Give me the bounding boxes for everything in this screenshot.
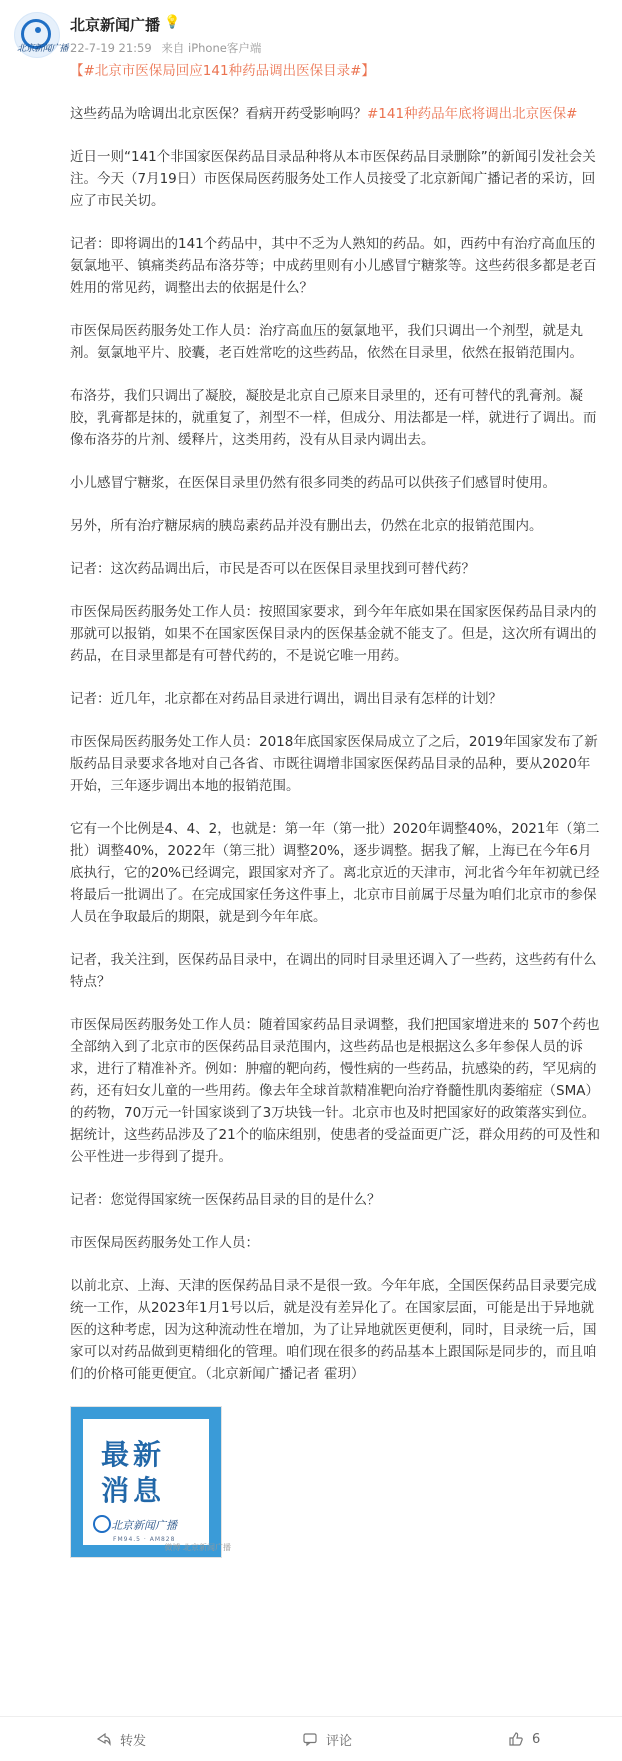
paragraph-6: 另外，所有治疗糖尿病的胰岛素药品并没有删出去，仍然在北京的报销范围内。 — [70, 518, 543, 534]
like-button[interactable] — [508, 1731, 540, 1747]
share-button[interactable] — [96, 1730, 146, 1749]
comment-label: 评论 — [326, 1733, 353, 1749]
image-headline-line2: 消息 — [101, 1474, 166, 1507]
post-source: 来自 iPhone客户端 — [161, 41, 262, 55]
account-name[interactable]: 北京新闻广播 — [70, 16, 161, 34]
paragraph-2: 记者：即将调出的141个药品中，其中不乏为人熟知的药品。如，西药中有治疗高血压的氨氯地平、镇痛类药品布洛芬等；中成药里则有小儿感冒宁糖浆等。这些药很多都是老百姓用的常见药，调整出去的依据是什么？ — [70, 236, 597, 296]
post-header — [0, 0, 622, 64]
vip-badge-icon: 💡 — [164, 15, 181, 30]
share-icon — [96, 1731, 112, 1747]
post-image-thumbnail[interactable] — [70, 1406, 231, 1558]
paragraph-12: 记者，我关注到，医保药品目录中，在调出的同时目录里还调入了一些药，这些药有什么特点？ — [70, 952, 597, 990]
avatar-logo-dot — [35, 27, 41, 33]
paragraph-9: 记者：近几年，北京都在对药品目录进行调出，调出目录有怎样的计划？ — [70, 691, 502, 707]
image-card — [83, 1419, 209, 1545]
avatar-logo-text: 北京新闻广播 — [17, 44, 69, 54]
paragraph-14: 记者：您觉得国家统一医保药品目录的目的是什么？ — [70, 1192, 381, 1208]
paragraph-5: 小儿感冒宁糖浆，在医保目录里仍然有很多同类的药品可以供孩子们感冒时使用。 — [70, 475, 556, 491]
comment-button[interactable] — [302, 1730, 352, 1749]
post-date: 22-7-19 21:59 — [70, 41, 152, 55]
paragraph-7: 记者：这次药品调出后，市民是否可以在医保目录里找到可替代药？ — [70, 561, 475, 577]
thumbs-up-icon — [508, 1731, 524, 1747]
account-avatar[interactable] — [14, 12, 69, 58]
paragraph-13: 市医保局医药服务处工作人员：随着国家药品目录调整，我们把国家增进来的 507个药也全部纳入到了北京市的医保药品目录范围内，这些药品也是根据这么多年参保人员的诉求，进行了精准补齐。例如：肿瘤的靶向药，慢性病的一些药品，抗感染的药，罕见病的药，还有妇女儿童的一些用药。像去年全球首款精准靶向治疗脊髓性肌肉萎缩症（SMA）的药物，70万元一针国家谈到了3万块钱一针。北京市也及时把国家好的政策落实到位。据统计，这些药品涉及了21个的临床组别，使患者的受益面更广泛，群众用药的可及性和公平性进一步得到了提升。 — [70, 1017, 601, 1165]
comment-icon — [302, 1731, 318, 1747]
paragraph-16: 以前北京、上海、天津的医保药品目录不是很一致。今年年底，全国医保药品目录要完成统一工作，从2023年1月1号以后，就是没有差异化了。在国家层面，可能是出于异地就医的这种考虑，因为这种流动性在增加，为了让异地就医更便利，同时，目录统一后，国家可以对药品做到更精细化的管理。咱们现在很多的药品基本上跟国际是同步的，而且咱们的价格可能更便宜。（北京新闻广播记者 霍玥） — [70, 1278, 597, 1382]
post-action-bar — [0, 1716, 622, 1761]
headline-tag-link[interactable]: 【#北京市医保局回应141种药品调出医保目录#】 — [70, 63, 375, 79]
image-headline-line1: 最新 — [101, 1438, 166, 1471]
paragraph-11: 它有一个比例是4、4、2，也就是：第一年（第一批）2020年调整40%，2021年（第二批）调整40%，2022年（第三批）调整20%，逐步调整。据我了解，上海已在今年6月底执行，它的20%已经调完，跟国家对齐了。离北京近的天津市，河北省今年年初就已经将最后一批调出了。在完成国家任务这件事上，北京市目前属于尽量为咱们北京市的参保人员在争取最后的期限，就是到今年年底。 — [70, 821, 600, 925]
intro-topic-tag[interactable]: #141种药品年底将调出北京医保# — [367, 106, 578, 122]
paragraph-1: 近日一则“141个非国家医保药品目录品种将从本市医保药品目录删除”的新闻引发社会关注。今天（7月19日）市医保局医药服务处工作人员接受了北京新闻广播记者的采访，回应了市民关切。 — [70, 149, 596, 209]
paragraph-8: 市医保局医药服务处工作人员：按照国家要求，到今年年底如果在国家医保药品目录内的那就可以报销，如果不在国家医保目录内的医保基金就不能支了。但是，这次所有调出的药品，在目录里都是有可替代药的，不是说它唯一用药。 — [70, 604, 597, 664]
share-label: 转发 — [120, 1733, 147, 1749]
post-meta — [70, 40, 267, 56]
paragraph-3: 市医保局医药服务处工作人员：治疗高血压的氨氯地平，我们只调出一个剂型，就是丸剂。氨氯地平片、胶囊，老百姓常吃的这些药品，依然在目录里，依然在报销范围内。 — [70, 323, 583, 361]
post-body — [0, 60, 622, 1558]
paragraph-10: 市医保局医药服务处工作人员：2018年底国家医保局成立了之后，2019年国家发布了新版药品目录要求各地对自己各省、市既往调增非国家医保药品目录的品种，要从2020年开始，三年逐步调出本地的报销范围。 — [70, 734, 598, 794]
image-logo-icon — [93, 1515, 111, 1533]
image-logo-subtext: FM94.5 · AM828 — [113, 1536, 176, 1543]
like-count: 6 — [532, 1731, 541, 1747]
intro-text: 这些药品为啥调出北京医保？看病开药受影响吗？ — [70, 106, 367, 122]
paragraph-15: 市医保局医药服务处工作人员： — [70, 1235, 259, 1251]
image-watermark: 微博 北京新闻广播 — [164, 1543, 231, 1552]
image-logo-text: 北京新闻广播 — [111, 1519, 177, 1532]
intro-paragraph — [70, 103, 602, 125]
image-headline — [101, 1437, 191, 1509]
paragraph-4: 布洛芬，我们只调出了凝胶，凝胶是北京自己原来目录里的，还有可替代的乳膏剂。凝胶，乳膏都是抹的，就重复了，剂型不一样，但成分、用法都是一样，就进行了调出。而像布洛芬的片剂、缓释片，这类用药，没有从目录内调出去。 — [70, 388, 597, 448]
